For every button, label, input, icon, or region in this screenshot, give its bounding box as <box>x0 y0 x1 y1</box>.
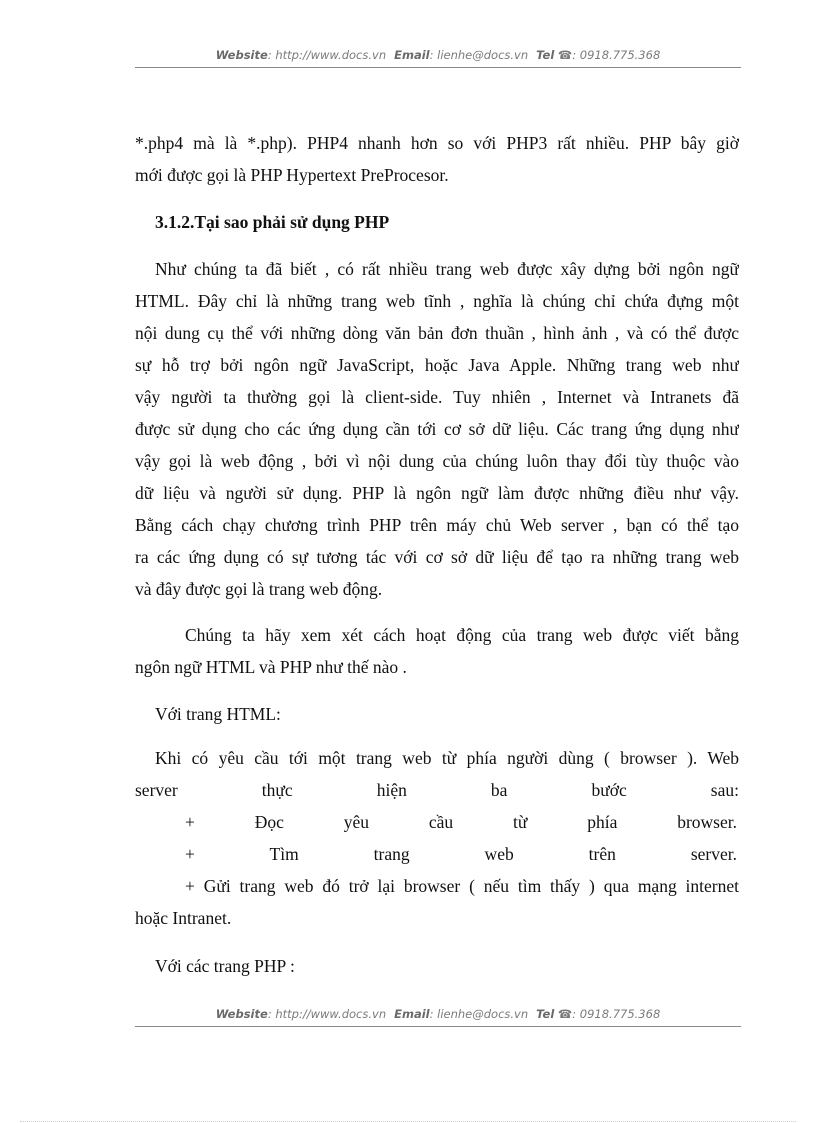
list-item: + Gửi trang web đó trở lại browser ( nếu tìm thấy ) qua mạng internet <box>185 876 739 896</box>
text-line: Chúng ta hãy xem xét cách hoạt động của trang web được viết bằng <box>185 625 739 645</box>
text-line: Bằng cách chạy chương trình PHP trên máy chủ Web server , bạn có thể tạo <box>135 515 739 535</box>
text-line: Như chúng ta đã biết , có rất nhiều trang web được xây dựng bởi ngôn ngữ <box>155 259 739 279</box>
list-item: + Tìm trang web trên server. <box>185 844 737 864</box>
page-edge-divider <box>20 1121 796 1122</box>
text-line: hoặc Intranet. <box>135 908 232 928</box>
paragraph-php-page <box>135 950 739 982</box>
section-heading: 3.1.2.Tại sao phải sử dụng PHP <box>155 212 390 232</box>
text-line: ngôn ngữ HTML và PHP như thế nào . <box>135 657 407 677</box>
text-line: nội dung cụ thể với những dòng văn bản đơn thuần , hình ảnh , và có thể được <box>135 323 739 343</box>
header-website-label: Website <box>215 48 268 62</box>
header-rule <box>135 67 741 68</box>
step-list <box>185 806 737 870</box>
paragraph-html-page <box>135 698 739 730</box>
text-line: được sử dụng cho các ứng dụng cần tới cơ sở dữ liệu. Các trang ứng dụng như <box>135 419 739 439</box>
footer-email-value: : lienhe@docs.vn <box>429 1007 529 1021</box>
text-line: sự hỗ trợ bởi ngôn ngữ JavaScript, hoặc Java Apple. Những trang web như <box>135 355 739 375</box>
text-line: mới được gọi là PHP Hypertext PreProcesor. <box>135 165 449 185</box>
phone-icon: ☎ <box>557 1007 573 1021</box>
text-line: dữ liệu và người sử dụng. PHP là ngôn ngữ làm được những điều như vậy. <box>135 483 739 503</box>
paragraph-send-page <box>135 870 739 934</box>
paragraph-html-php <box>135 619 739 683</box>
text-line: vậy người ta thường gọi là client-side. Tuy nhiên , Internet và Intranets đã <box>135 387 739 407</box>
text-line: *.php4 mà là *.php). PHP4 nhanh hơn so với PHP3 rất nhiều. PHP bây giờ <box>135 133 739 153</box>
text-line: và đây được gọi là trang web động. <box>135 579 383 599</box>
page-footer <box>135 1007 741 1021</box>
footer-rule <box>135 1026 741 1027</box>
footer-website-label: Website <box>215 1007 268 1021</box>
phone-icon: ☎ <box>557 48 573 62</box>
text-line: HTML. Đây chỉ là những trang web tĩnh , nghĩa là chúng chỉ chứa đựng một <box>135 291 739 311</box>
page-header <box>135 48 741 62</box>
paragraph-why-php <box>135 253 739 605</box>
text-line: Khi có yêu cầu tới một trang web từ phía người dùng ( browser ). Web <box>155 748 739 768</box>
header-email-label: Email <box>394 48 430 62</box>
list-item: + Đọc yêu cầu từ phía browser. <box>185 812 737 832</box>
text-line: ra các ứng dụng có sự tương tác với cơ sở dữ liệu để tạo ra những trang web <box>135 547 739 567</box>
paragraph-request <box>135 742 739 806</box>
text-line: Với các trang PHP : <box>155 956 295 976</box>
text-line: server thực hiện ba bước sau: <box>135 780 739 800</box>
header-website-value: : http://www.docs.vn <box>267 48 387 62</box>
footer-website-value: : http://www.docs.vn <box>267 1007 387 1021</box>
header-tel-value: : 0918.775.368 <box>572 48 661 62</box>
paragraph-php4 <box>135 127 739 191</box>
text-line: vậy gọi là web động , bởi vì nội dung của chúng luôn thay đổi tùy thuộc vào <box>135 451 739 471</box>
header-email-value: : lienhe@docs.vn <box>429 48 529 62</box>
header-tel-label: Tel <box>536 48 555 62</box>
footer-tel-label: Tel <box>536 1007 555 1021</box>
footer-email-label: Email <box>394 1007 430 1021</box>
footer-tel-value: : 0918.775.368 <box>572 1007 661 1021</box>
text-line: Với trang HTML: <box>155 704 281 724</box>
